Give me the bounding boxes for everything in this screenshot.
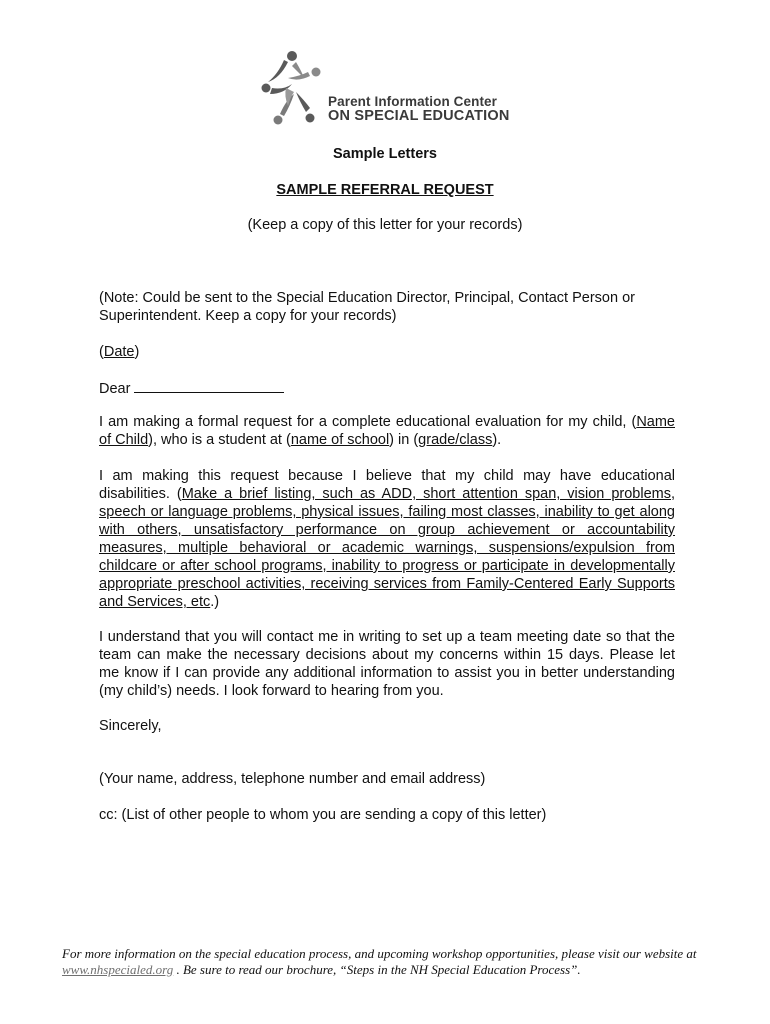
note-paragraph: (Note: Could be sent to the Special Education Director, Principal, Contact Person or Superintendent. Keep a copy for your records) — [99, 290, 635, 324]
school-name-placeholder: name of school — [290, 432, 390, 448]
request-text-1: I am making a formal request for a complete educational evaluation for my child, ( — [99, 414, 637, 430]
request-text-4: ). — [492, 432, 502, 448]
footer-text-2: . Be sure to read our brochure, “Steps in the NH Special Education Process”. — [173, 962, 581, 977]
logo-line-2: ON SPECIAL EDUCATION — [328, 108, 510, 124]
date-open: ( — [99, 344, 104, 360]
reason-text-1: I am making this request because I believe that my child may have educational disabilities. ( — [99, 468, 675, 502]
sign-off: Sincerely, — [99, 718, 162, 734]
date-line — [99, 343, 675, 361]
logo-line-1: Parent Information Center — [328, 94, 498, 109]
date-placeholder: Date — [103, 344, 135, 360]
reason-text-2: .) — [210, 594, 220, 610]
sender-details: (Your name, address, telephone number and email address) — [99, 771, 486, 787]
organization-logo — [258, 48, 518, 130]
disability-listing-placeholder: Make a brief listing, such as ADD, short attention span, vision problems, speech or language problems, physical issues, failing most classes, inability to get along with others, unsatisfactory performance on group achievement or accountability measures, multiple behavioral or academic warnings, suspensions/expulsion from childcare or after school programs, inability to progress or participate in developmentally appropriate preschool activities, receiving services from Family-Centered Early Supports and Services, etc — [99, 486, 676, 610]
grade-placeholder: grade/class — [418, 432, 493, 448]
website-link[interactable]: www.nhspecialed.org — [62, 962, 174, 977]
salutation — [99, 378, 675, 398]
closing-paragraph: I understand that you will contact me in writing to set up a team meeting date so that the team can make the necessary decisions about my concerns within 15 days. Please let me know if I can provide any additional information to assist you in better understanding (my child’s) needs. I look forward to hearing from you. — [99, 629, 675, 699]
logo-wordmark — [328, 94, 510, 124]
page-title: Sample Letters — [333, 146, 437, 162]
footer-note — [62, 946, 708, 978]
cc-line: cc: (List of other people to whom you are sending a copy of this letter) — [99, 807, 547, 823]
child-name-placeholder: Name of Child — [99, 414, 675, 448]
footer-text-1: For more information on the special education process, and upcoming workshop opportunities, please visit our website at — [62, 946, 697, 961]
request-text-3: ) in ( — [389, 432, 419, 448]
request-text-2: ), who is a student at ( — [148, 432, 291, 448]
request-paragraph — [99, 413, 675, 449]
people-star-logo-icon — [258, 48, 328, 130]
letter-type-heading: SAMPLE REFERRAL REQUEST — [276, 182, 494, 198]
date-close: ) — [134, 344, 140, 360]
salutation-text: Dear — [99, 381, 135, 397]
reason-paragraph — [99, 467, 675, 611]
copy-instruction: (Keep a copy of this letter for your records) — [247, 217, 523, 233]
recipient-blank — [134, 378, 284, 393]
